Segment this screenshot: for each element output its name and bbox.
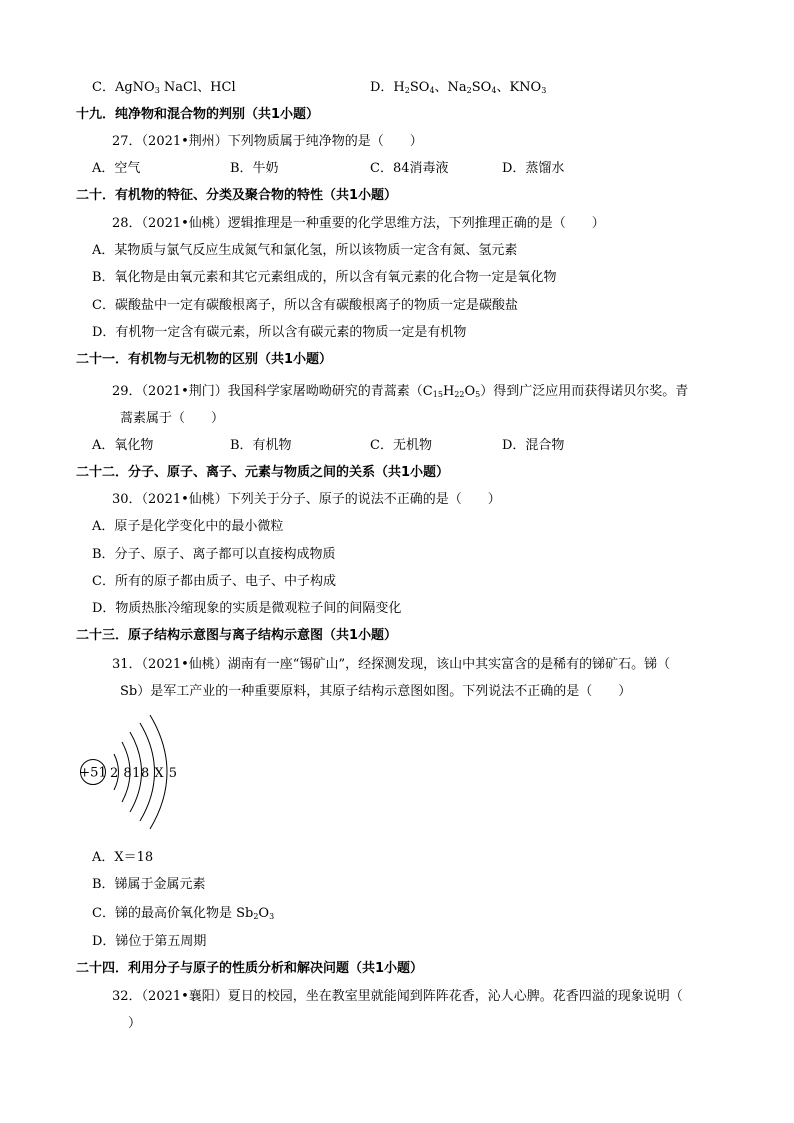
q27-option-b: B．牛奶 — [230, 161, 279, 176]
q27-option-c: C．84消毒液 — [370, 161, 449, 176]
q28-option-b: B．氧化物是由氧元素和其它元素组成的，所以含有氧元素的化合物一定是氧化物 — [92, 270, 557, 285]
q30-option-a: A．原子是化学变化中的最小微粒 — [92, 519, 284, 534]
question-30: 30．（2021•仙桃）下列关于分子、原子的说法不正确的是（ ） — [112, 492, 501, 507]
option-d-prev: D．$H_2SO_4$、$Na_2SO_4$、$KNO_3$ — [370, 80, 547, 95]
q31-option-c: C．锑的最高价氧化物是 $Sb_2O_3$ — [92, 906, 275, 921]
question-32-line2: ） — [128, 1016, 142, 1031]
q31-option-a: A．X＝18 — [92, 850, 154, 865]
q31-option-d: D．锑位于第五周期 — [92, 934, 207, 949]
q29-option-d: D．混合物 — [502, 438, 565, 453]
q27-option-a: A．空气 — [92, 161, 141, 176]
section-heading-21: 二十一．有机物与无机物的区别（共1小题） — [76, 352, 333, 367]
question-27: 27．（2021•荆州）下列物质属于纯净物的是（ ） — [112, 134, 423, 149]
q29-option-a: A．氧化物 — [92, 438, 154, 453]
section-heading-24: 二十四．利用分子与原子的性质分析和解决问题（共1小题） — [76, 961, 424, 976]
q29-option-c: C．无机物 — [370, 438, 432, 453]
section-heading-23: 二十三．原子结构示意图与离子结构示意图（共1小题） — [76, 628, 398, 643]
question-28: 28．（2021•仙桃）逻辑推理是一种重要的化学思维方法，下列推理正确的是（ ） — [112, 216, 605, 231]
section-heading-22: 二十二．分子、原子、离子、元素与物质之间的关系（共1小题） — [76, 465, 450, 480]
q31-option-b: B．锑属于金属元素 — [92, 877, 206, 892]
option-c-prev: C．AgNO$_3$ NaCl、HCl — [92, 80, 236, 95]
q27-option-d: D．蒸馏水 — [502, 161, 565, 176]
question-29-line2: 蒿素属于（ ） — [120, 411, 225, 426]
question-29-line1: 29．（2021•荆门）我国科学家屠呦呦研究的青蒿素$(C_{15}H_{22}O_5)$得到广泛应用而获得诺贝尔奖。青 — [112, 384, 689, 399]
question-32-line1: 32．（2021•襄阳）夏日的校园，坐在教室里就能闻到阵阵花香，沁人心脾。花香四溢的现象说明（ — [112, 989, 683, 1004]
section-heading-19: 十九．纯净物和混合物的判别（共1小题） — [76, 107, 320, 122]
nucleus-charge: +51 — [79, 765, 107, 781]
q28-option-c: C．碳酸盐中一定有碳酸根离子，所以含有碳酸根离子的物质一定是碳酸盐 — [92, 298, 518, 313]
q28-option-a: A．某物质与氯气反应生成氮气和氯化氢，所以该物质一定含有氮、氢元素 — [92, 243, 518, 258]
question-31-line2: Sb）是军工产业的一种重要原料，其原子结构示意图如图。下列说法不正确的是（ ） — [120, 684, 632, 699]
atom-structure-diagram — [76, 712, 186, 832]
electron-shell-numbers: 2 818 X 5 — [110, 766, 178, 781]
section-heading-20: 二十．有机物的特征、分类及聚合物的特性（共1小题） — [76, 188, 398, 203]
q28-option-d: D．有机物一定含有碳元素，所以含有碳元素的物质一定是有机物 — [92, 325, 467, 340]
q30-option-d: D．物质热胀冷缩现象的实质是微观粒子间的间隔变化 — [92, 601, 402, 616]
q30-option-c: C．所有的原子都由质子、电子、中子构成 — [92, 574, 336, 589]
q30-option-b: B．分子、原子、离子都可以直接构成物质 — [92, 547, 336, 562]
question-31-line1: 31．（2021•仙桃）湖南有一座“锡矿山”，经探测发现，该山中其实富含的是稀有的锑矿石。锑（ — [112, 657, 671, 672]
q29-option-b: B．有机物 — [230, 438, 292, 453]
